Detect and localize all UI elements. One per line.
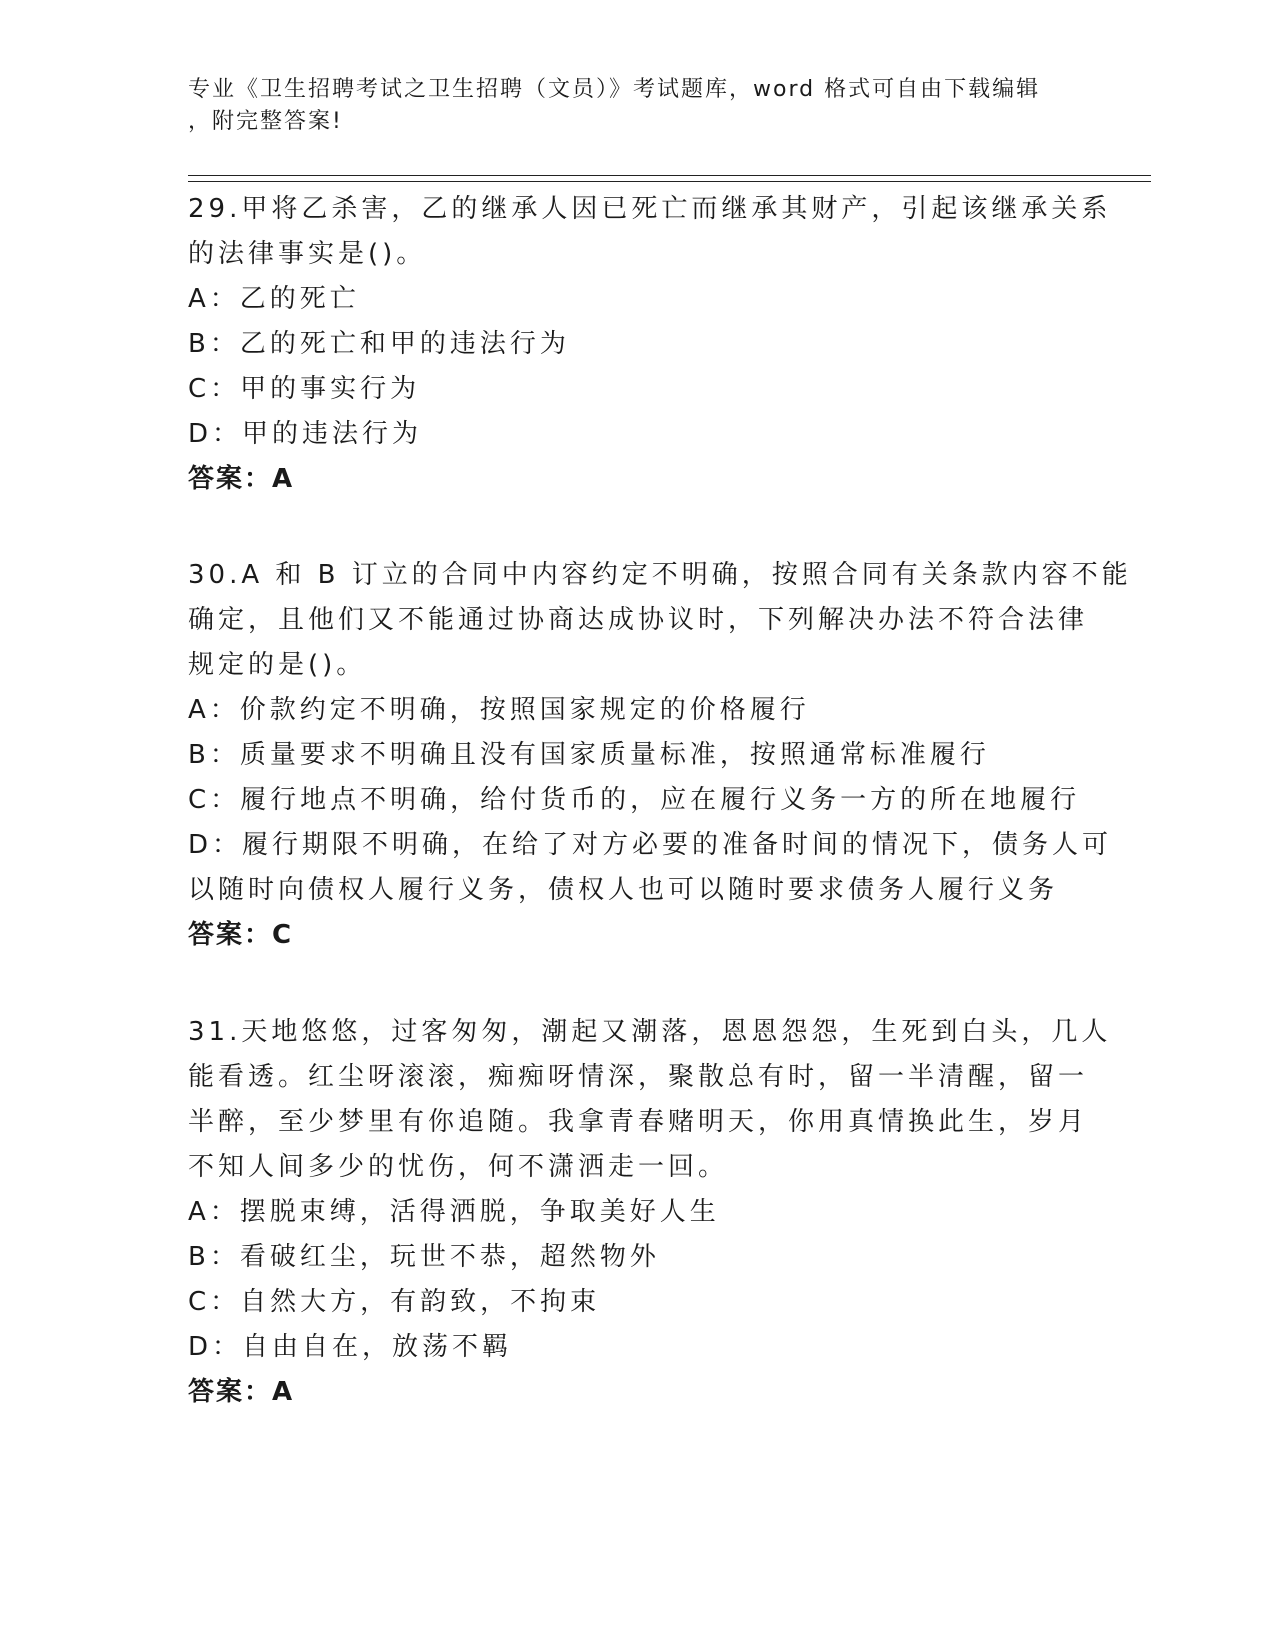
question-stem-line: 不知人间多少的忧伤，何不潇洒走一回。 <box>188 1152 729 1182</box>
header-divider-top <box>188 175 1151 176</box>
question-stem-line: 确定，且他们又不能通过协商达成协议时，下列解决办法不符合法律 <box>188 605 1089 635</box>
option-d: D：自由自在，放荡不羁 <box>188 1332 513 1362</box>
question-30 <box>188 553 1132 958</box>
option-d: D：甲的违法行为 <box>188 419 423 449</box>
option-a: A：价款约定不明确，按照国家规定的价格履行 <box>188 695 810 725</box>
option-c: C：甲的事实行为 <box>188 374 421 404</box>
option-b: B：乙的死亡和甲的违法行为 <box>188 329 570 359</box>
question-stem-line: 能看透。红尘呀滚滚，痴痴呀情深，聚散总有时，留一半清醒，留一 <box>188 1062 1089 1092</box>
question-stem-line: 半醉，至少梦里有你追随。我拿青春赌明天，你用真情换此生，岁月 <box>188 1107 1089 1137</box>
option-c: C：履行地点不明确，给付货币的，应在履行义务一方的所在地履行 <box>188 785 1081 815</box>
option-a: A：摆脱束缚，活得洒脱，争取美好人生 <box>188 1197 720 1227</box>
option-a: A：乙的死亡 <box>188 284 360 314</box>
question-stem-line: 的法律事实是()。 <box>188 239 427 269</box>
option-c: C：自然大方，有韵致，不拘束 <box>188 1287 601 1317</box>
answer-label: 答案：A <box>188 1377 295 1407</box>
header-line-2: ，附完整答案! <box>188 109 343 134</box>
question-29 <box>188 187 1112 502</box>
option-d: D：履行期限不明确，在给了对方必要的准备时间的情况下，债务人可 <box>188 830 1113 860</box>
answer-label: 答案：C <box>188 920 294 950</box>
option-d-continued: 以随时向债权人履行义务，债权人也可以随时要求债务人履行义务 <box>188 875 1059 905</box>
option-b: B：质量要求不明确且没有国家质量标准，按照通常标准履行 <box>188 740 990 770</box>
question-stem-line: 规定的是()。 <box>188 650 367 680</box>
header-divider-bottom <box>188 181 1151 182</box>
question-stem-line: 30.A 和 B 订立的合同中内容约定不明确，按照合同有关条款内容不能 <box>188 560 1132 590</box>
option-b: B：看破红尘，玩世不恭，超然物外 <box>188 1242 660 1272</box>
question-stem-line: 29.甲将乙杀害，乙的继承人因已死亡而继承其财产，引起该继承关系 <box>188 194 1112 224</box>
header-line-1: 专业《卫生招聘考试之卫生招聘（文员）》考试题库，word 格式可自由下载编辑 <box>188 77 1041 102</box>
question-stem-line: 31.天地悠悠，过客匆匆，潮起又潮落，恩恩怨怨，生死到白头，几人 <box>188 1017 1112 1047</box>
document-header <box>188 74 1068 138</box>
question-31 <box>188 1010 1112 1415</box>
answer-label: 答案：A <box>188 464 295 494</box>
